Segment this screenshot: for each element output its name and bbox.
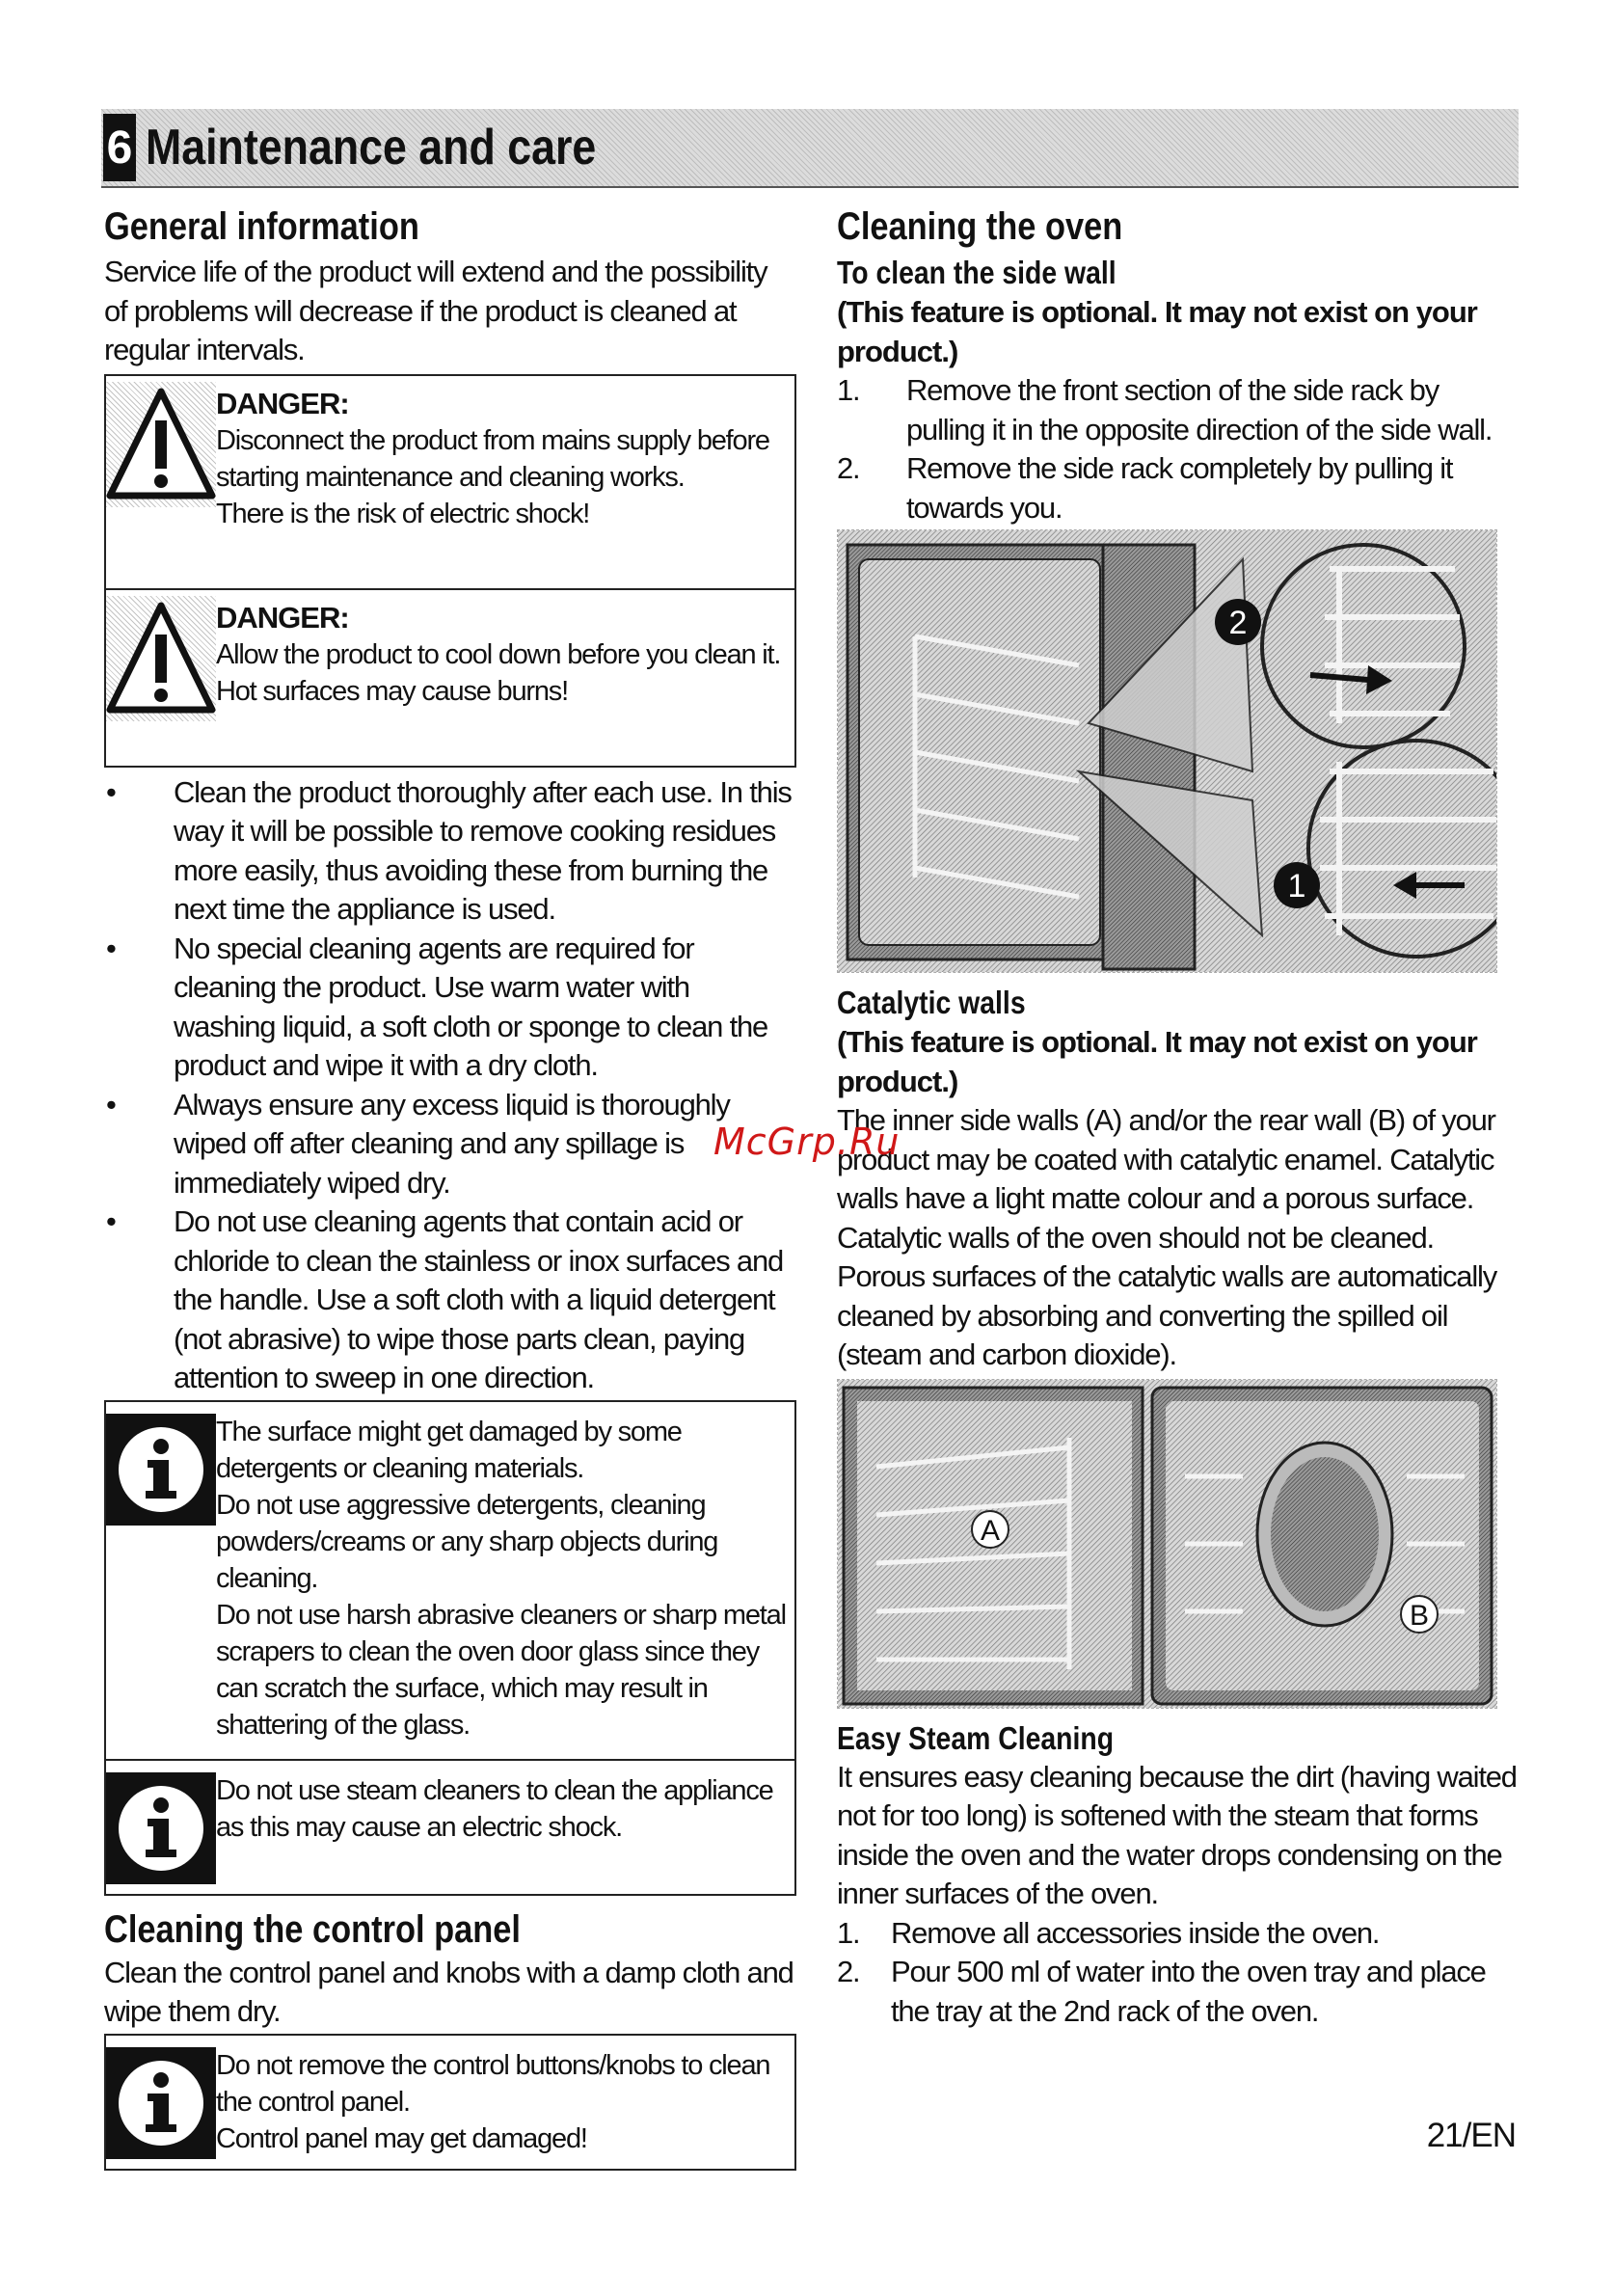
- step-number: 2.: [837, 451, 860, 485]
- info-icon: [106, 2047, 216, 2159]
- list-item: [837, 449, 1521, 527]
- danger-text: There is the risk of electric shock!: [216, 498, 590, 529]
- control-panel-intro: Clean the control panel and knobs with a damp cloth and wipe them dry.: [104, 1955, 794, 2028]
- list-item: • No special cleaning agents are required for cleaning the product. Use warm water with washing liquid, a soft cloth or sponge to clean the product and wipe it with a dry cloth.: [104, 930, 794, 1086]
- info-text: Control panel may get damaged!: [216, 2122, 587, 2154]
- danger-text: Hot surfaces may cause burns!: [216, 675, 568, 707]
- label-b: B: [1409, 1599, 1430, 1632]
- left-column: [104, 203, 794, 2171]
- steam-text: It ensures easy cleaning because the dirt (having waited not for too long) is softened with the steam that forms inside the oven and the water drops condensing on the inner surfaces of the oven.: [837, 1759, 1517, 1910]
- step-number: 1.: [837, 373, 860, 407]
- catalytic-note: (This feature is optional. It may not exist on your product.): [837, 1025, 1477, 1098]
- chapter-header: [101, 109, 1519, 188]
- steam-title: Easy Steam Cleaning: [837, 1719, 1115, 1756]
- catalytic-title: Catalytic walls: [837, 985, 1026, 1020]
- list-item: [837, 1914, 1521, 1954]
- info-text: Do not use aggressive detergents, cleaning powders/creams or any sharp objects during cleaning.: [216, 1489, 718, 1594]
- step-text: Remove the front section of the side rack by pulling it in the opposite direction of the side wall.: [906, 373, 1493, 446]
- danger-label: DANGER:: [216, 600, 349, 635]
- step-text: Pour 500 ml of water into the oven tray and place the tray at the 2nd rack of the oven.: [891, 1955, 1486, 2028]
- side-rack-figure: [837, 529, 1497, 973]
- catalytic-walls-figure: [837, 1379, 1497, 1709]
- danger-text: Allow the product to cool down before you clean it.: [216, 638, 781, 670]
- callout-2: 2: [1228, 605, 1248, 641]
- side-wall-title: To clean the side wall: [837, 255, 1116, 290]
- step-number: 2.: [837, 1955, 860, 1988]
- info-text: Do not remove the control buttons/knobs to clean the control panel.: [216, 2049, 770, 2118]
- list-item: • Always ensure any excess liquid is thoroughly wiped off after cleaning and any spillage is immediately wiped dry.: [104, 1086, 794, 1203]
- right-column: [837, 203, 1521, 2031]
- info-text: The surface might get damaged by some detergents or cleaning materials.: [216, 1416, 682, 1484]
- cleaning-oven-title: Cleaning the oven: [837, 205, 1123, 248]
- step-text: Remove all accessories inside the oven.: [891, 1915, 1380, 1950]
- info-box-steam: [104, 1761, 796, 1896]
- steam-steps: [837, 1914, 1521, 2032]
- list-item: [837, 1953, 1521, 2031]
- general-info-intro: Service life of the product will extend and the possibility of problems will decrease if the product is cleaned at regular intervals.: [104, 255, 767, 366]
- general-info-title: General information: [104, 205, 419, 248]
- chapter-title: Maintenance and care: [146, 120, 597, 176]
- warning-triangle-icon: [106, 382, 216, 507]
- control-panel-title: Cleaning the control panel: [104, 1907, 521, 1951]
- watermark: McGrp.Ru: [713, 1121, 901, 1163]
- optional-note: (This feature is optional. It may not exist on your product.): [837, 295, 1477, 368]
- callout-1: 1: [1287, 868, 1306, 905]
- label-a: A: [980, 1514, 1001, 1547]
- info-box-control-panel: [104, 2034, 796, 2171]
- info-box-detergents: [104, 1400, 796, 1761]
- info-text: Do not use harsh abrasive cleaners or sharp metal scrapers to clean the oven door glass since they can scratch the surface, which may result in shattering of the glass.: [216, 1599, 786, 1741]
- info-icon: [106, 1414, 216, 1526]
- warning-triangle-icon: [106, 596, 216, 721]
- cleaning-bullets: [104, 773, 794, 1398]
- step-number: 1.: [837, 1915, 860, 1950]
- danger-text: Disconnect the product from mains supply before starting maintenance and cleaning works.: [216, 424, 769, 493]
- danger-label: DANGER:: [216, 386, 349, 420]
- chapter-number: 6: [103, 114, 136, 181]
- danger-box-electric: [104, 374, 796, 590]
- list-item: • Clean the product thoroughly after each use. In this way it will be possible to remove cooking residues more easily, thus avoiding these from burning the next time the appliance is used.: [104, 773, 794, 930]
- info-text: Do not use steam cleaners to clean the appliance as this may cause an electric shock.: [216, 1774, 773, 1843]
- page-number: 21/EN: [1426, 2117, 1516, 2154]
- catalytic-text: The inner side walls (A) and/or the rear wall (B) of your product may be coated with catalytic enamel. Catalytic walls have a light matte colour and a porous surface. Catalytic walls of the oven should not be cleaned. Porous surfaces of the catalytic walls are automatically cleaned by absorbing and converting the spilled oil (steam and carbon dioxide).: [837, 1103, 1497, 1371]
- list-item: • Do not use cleaning agents that contain acid or chloride to clean the stainless or inox surfaces and the handle. Use a soft cloth with a liquid detergent (not abrasive) to wipe those parts clean, paying attention to sweep in one direction.: [104, 1202, 794, 1398]
- list-item: [837, 371, 1521, 449]
- step-text: Remove the side rack completely by pulling it towards you.: [906, 451, 1453, 525]
- side-wall-steps: [837, 371, 1521, 527]
- info-icon: [106, 1772, 216, 1884]
- danger-box-hot: [104, 590, 796, 768]
